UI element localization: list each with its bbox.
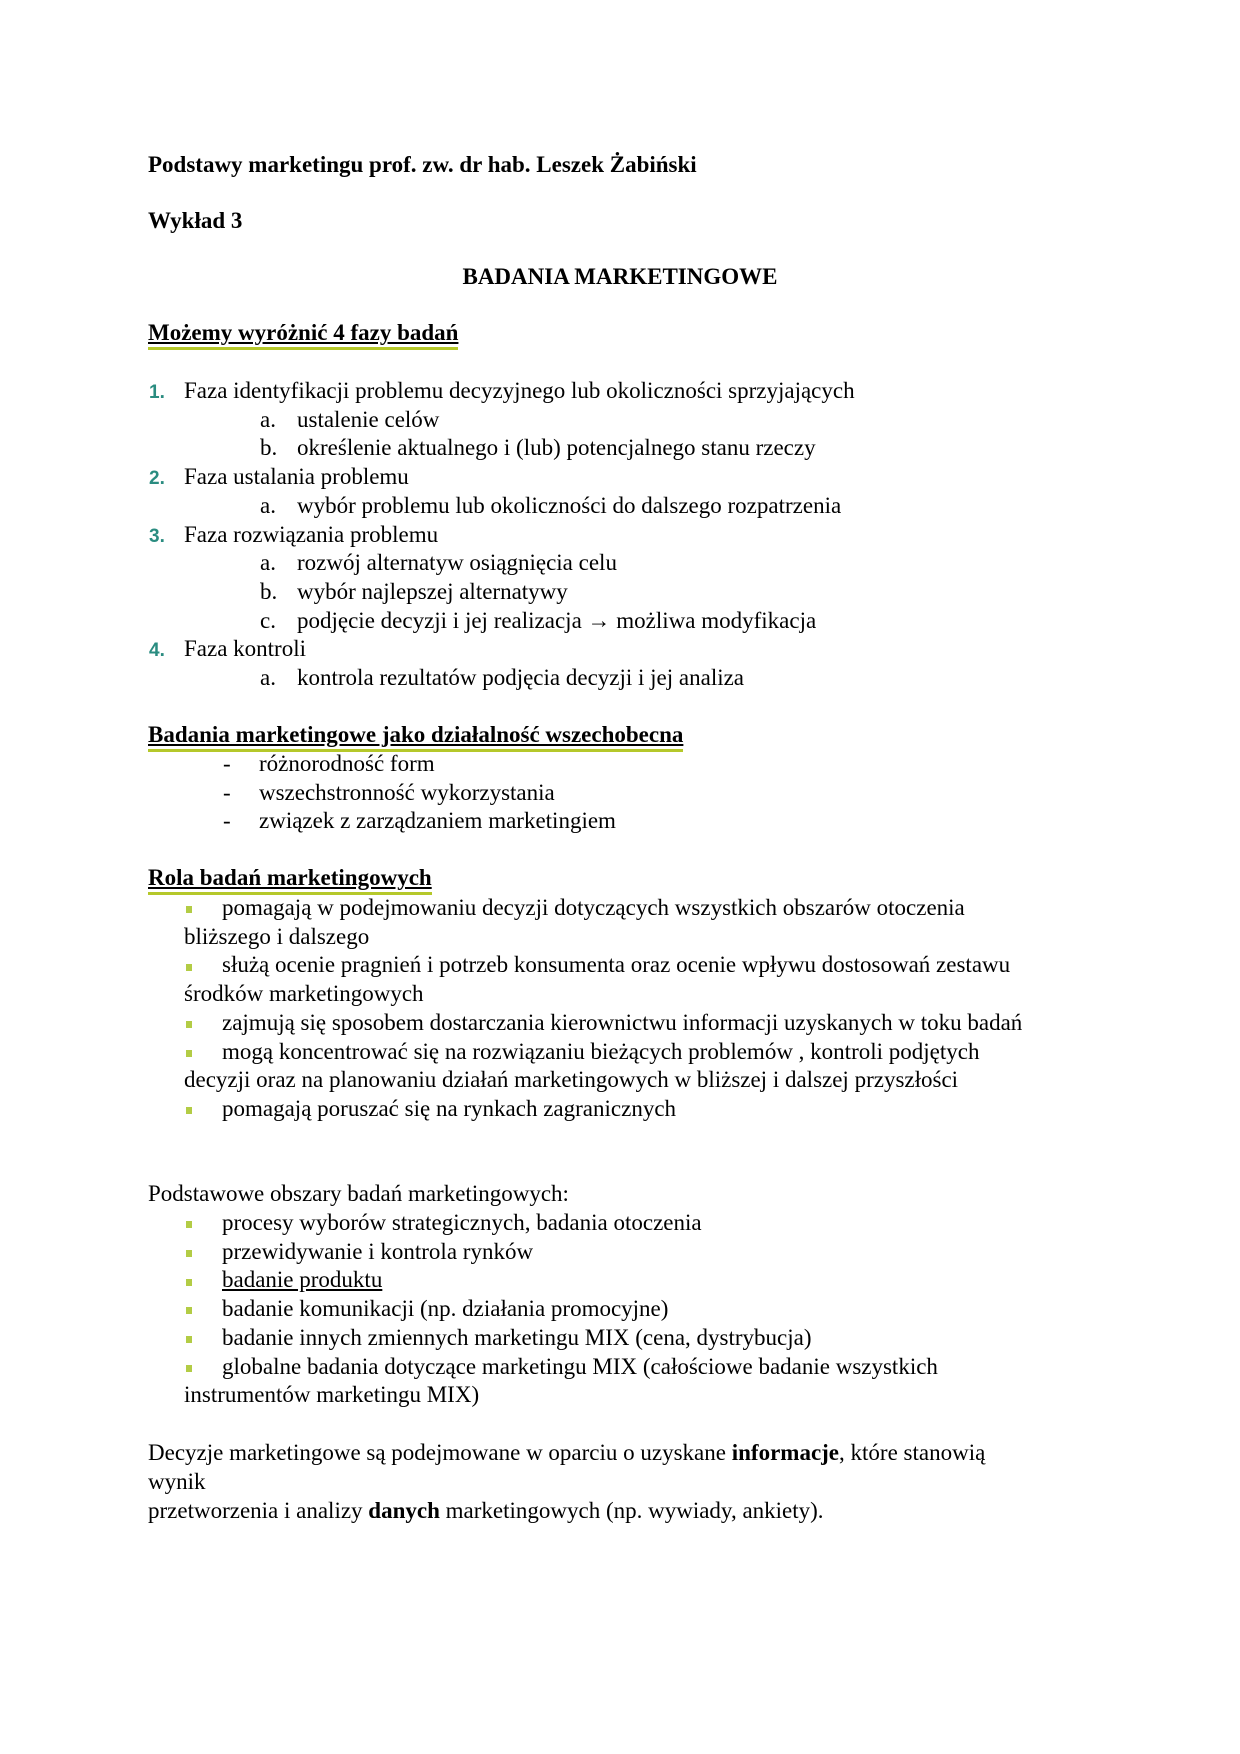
sub-item [297,606,816,636]
square-bullet-icon [186,1107,192,1114]
list-number [149,376,165,406]
list-item [184,520,438,550]
sub-item-letter: a. [260,665,276,690]
list-number: 4. [149,640,165,662]
list-number: 1. [149,382,165,403]
sub-item-letter [260,491,276,521]
text: , które stanowią [839,1440,986,1465]
list-number: 3. [149,525,165,547]
bullet-icon [186,1323,192,1353]
list-item-text: Faza kontroli [184,636,306,662]
bold-term: informacje [731,1440,840,1465]
list-item-continuation [184,979,424,1009]
square-bullet-icon [186,906,192,913]
square-bullet-icon [186,1336,192,1343]
list-item-text: pomagają poruszać się na rynkach zagranicznych [222,1095,677,1121]
sub-item-text: podjęcie decyzji i jej realizacja [297,607,582,633]
list-item [259,806,616,836]
conclusion-line-1 [148,1438,985,1468]
list-item [222,1265,382,1295]
sub-item-letter: b. [260,578,278,604]
list-item-text: przewidywanie i kontrola rynków [222,1238,534,1264]
list-item-text: badanie komunikacji (np. działania promocyjne) [222,1296,669,1322]
sub-item-letter [260,663,276,693]
square-bullet-icon [186,1250,192,1257]
list-item [184,462,409,492]
list-item [184,634,306,664]
dash-bullet [223,749,231,779]
list-number [149,520,165,550]
list-item-text: bliższego i dalszego [184,923,370,949]
list-item [184,376,855,406]
bullet-icon [186,1265,192,1295]
sub-item-letter: c. [260,607,276,633]
sub-item-letter [260,577,277,607]
list-item [222,893,965,923]
sub-item [297,491,841,521]
bullet-icon [186,893,192,923]
sub-item-letter [260,548,276,578]
square-bullet-icon [186,964,192,971]
dash-bullet: - [223,808,231,834]
sub-item [297,663,744,693]
bullet-icon [186,1208,192,1238]
list-number [149,634,165,664]
square-bullet-icon [186,1021,192,1028]
sub-item-letter: b. [260,435,278,461]
section-heading-phases: Możemy wyróżnić 4 fazy badań [148,319,458,350]
dash-bullet [223,806,231,836]
list-item [259,749,435,779]
main-heading: BADANIA MARKETINGOWE [462,264,778,289]
list-item-text: zajmują się sposobem dostarczania kierownictwu informacji uzyskanych w toku badań [222,1009,1023,1035]
list-item-text: instrumentów marketingu MIX) [184,1382,480,1408]
conclusion-line-2: wynik [148,1469,206,1494]
list-item-text: środków marketingowych [184,981,424,1007]
list-item-text: związek z zarządzaniem marketingiem [259,808,616,834]
bold-term: danych [368,1498,440,1523]
document-title: Podstawy marketingu prof. zw. dr hab. Leszek Żabiński [148,152,697,177]
sub-item [297,548,617,578]
list-item-text: różnorodność form [259,751,435,776]
arrow-icon: → [587,607,611,633]
list-item-continuation [184,1380,479,1410]
conclusion-line-3 [148,1496,824,1526]
square-bullet-icon [186,1050,192,1057]
list-item [222,1008,1022,1038]
list-item [222,1237,533,1267]
square-bullet-icon [186,1307,192,1314]
sub-item-text: wybór problemu lub okoliczności do dalszego rozpatrzenia [297,492,842,518]
list-number [149,462,165,492]
list-item-text: pomagają w podejmowaniu decyzji dotyczących wszystkich obszarów otoczenia [222,895,965,920]
list-item-text: badanie innych zmiennych marketingu MIX (cena, dystrybucja) [222,1324,812,1350]
square-bullet-icon [186,1365,192,1372]
list-item-text: procesy wyborów strategicznych, badania otoczenia [222,1210,702,1235]
list-number: 2. [149,468,165,490]
sub-item-text: kontrola rezultatów podjęcia decyzji i jej analiza [297,665,745,690]
text: Decyzje marketingowe są podejmowane w oparciu o uzyskane [148,1440,732,1465]
dash-bullet: - [223,751,231,776]
list-item [222,1352,938,1382]
list-item [222,1294,668,1324]
sub-item-letter: a. [260,550,276,576]
lecture-number: Wykład 3 [148,208,243,233]
sub-item-letter [260,433,277,463]
list-item-text: globalne badania dotyczące marketingu MIX (całościowe badanie wszystkich [222,1353,938,1379]
dash-bullet: - [223,779,231,805]
sub-item-letter: a. [260,406,276,432]
list-item [222,1323,812,1353]
sub-item [297,433,816,463]
text: marketingowych (np. wywiady, ankiety). [439,1498,824,1523]
bullet-icon [186,1352,192,1382]
section-heading-role: Rola badań marketingowych [148,864,432,895]
list-item [222,1037,979,1067]
bullet-icon [186,1008,192,1038]
sub-item-letter [260,405,276,435]
section-heading-universal: Badania marketingowe jako działalność wszechobecna [148,721,683,752]
list-item-text: służą ocenie pragnień i potrzeb konsumenta oraz ocenie wpływu dostosowań zestawu [222,952,1011,978]
list-item [222,950,1010,980]
list-item-continuation [184,922,369,952]
bullet-icon [186,1094,192,1124]
list-item [222,1208,702,1238]
list-item-continuation [184,1065,958,1095]
list-item-text: wszechstronność wykorzystania [259,779,555,805]
sub-item-letter: a. [260,492,276,518]
list-item-text: Faza identyfikacji problemu decyzyjnego lub okoliczności sprzyjających [184,378,855,403]
section-heading-areas: Podstawowe obszary badań marketingowych: [148,1181,569,1206]
list-item-text: Faza ustalania problemu [184,464,409,490]
list-item-text: decyzji oraz na planowaniu działań marketingowych w bliższej i dalszej przyszłości [184,1067,959,1093]
list-item [222,1094,676,1124]
square-bullet-icon [186,1279,192,1286]
sub-item [297,577,568,607]
sub-item-text: rozwój alternatyw osiągnięcia celu [297,550,617,576]
list-item-text: badanie produktu [222,1267,383,1293]
sub-item [297,405,439,435]
list-item [259,778,555,808]
sub-item-text: wybór najlepszej alternatywy [297,578,568,604]
sub-item-text: określenie aktualnego i (lub) potencjalnego stanu rzeczy [297,435,816,461]
dash-bullet [223,778,231,808]
list-item-text: mogą koncentrować się na rozwiązaniu bieżących problemów , kontroli podjętych [222,1038,980,1064]
bullet-icon [186,1294,192,1324]
sub-item-text: możliwa modyfikacja [616,607,817,633]
bullet-icon [186,1037,192,1067]
square-bullet-icon [186,1221,192,1228]
sub-item-text: ustalenie celów [297,406,440,432]
list-item-text: Faza rozwiązania problemu [184,521,439,547]
bullet-icon [186,950,192,980]
text: przetworzenia i analizy [148,1498,369,1523]
sub-item-letter [260,606,276,636]
bullet-icon [186,1237,192,1267]
